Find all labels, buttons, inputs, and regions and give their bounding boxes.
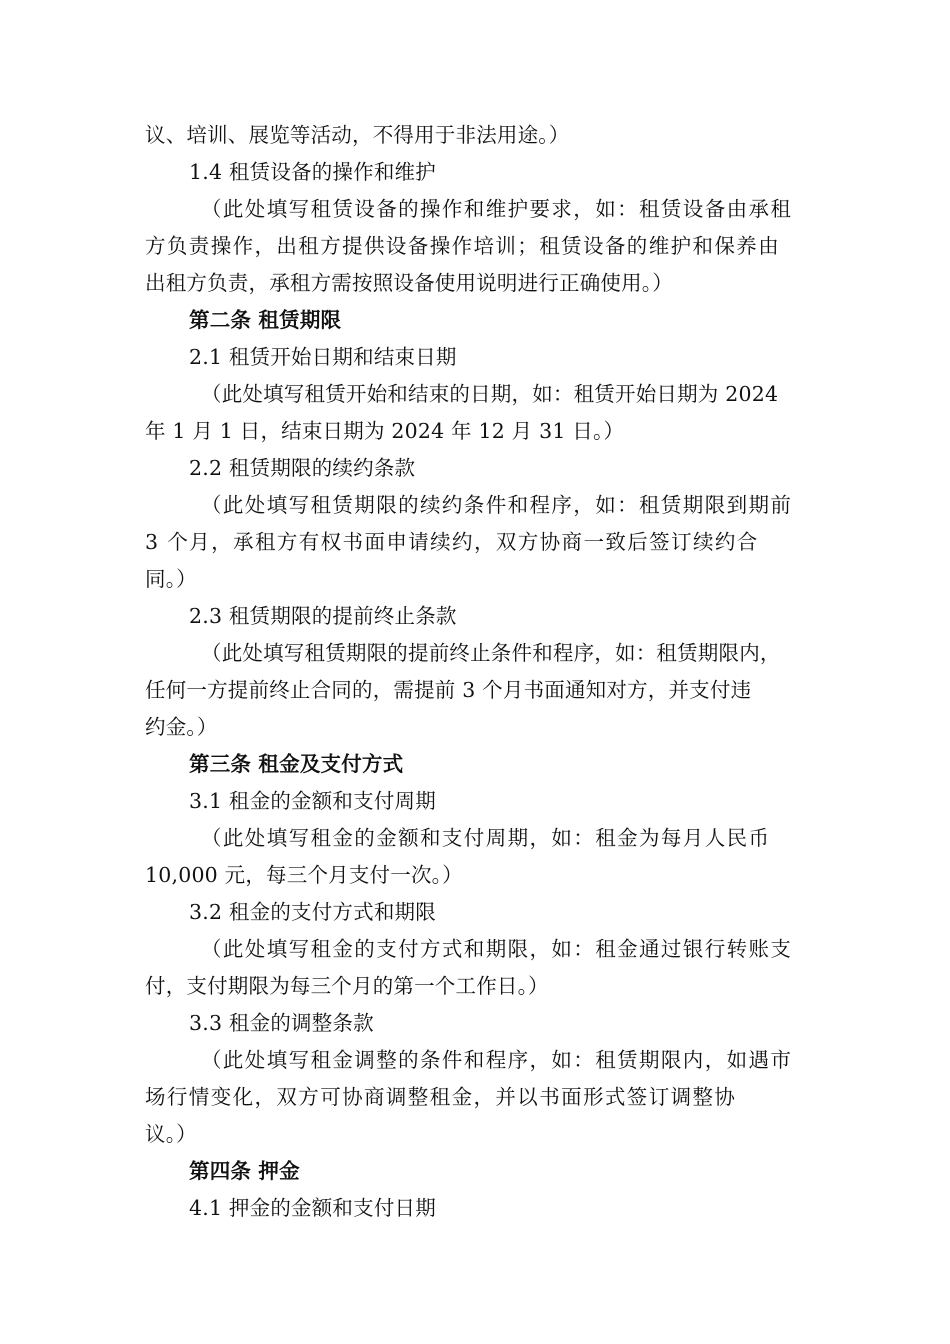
subsection-heading: 3.1 租金的金额和支付周期: [189, 789, 436, 813]
subsection-heading: 1.4 租赁设备的操作和维护: [189, 160, 436, 184]
paragraph-line: 付，支付期限为每三个月的第一个工作日。）: [145, 974, 549, 998]
article-heading: 第四条 押金: [189, 1159, 300, 1183]
subsection-heading: 3.2 租金的支付方式和期限: [189, 900, 436, 924]
article-heading: 第三条 租金及支付方式: [189, 752, 404, 776]
paragraph-line: （此处填写租赁设备的操作和维护要求，如：租赁设备由承租: [201, 197, 793, 221]
paragraph-line: 同。）: [145, 567, 197, 591]
subsection-heading: 4.1 押金的金额和支付日期: [189, 1196, 436, 1220]
paragraph-line: 任何一方提前终止合同的，需提前 3 个月书面通知对方，并支付违: [145, 678, 752, 702]
subsection-heading: 2.2 租赁期限的续约条款: [189, 456, 416, 480]
paragraph-line: （此处填写租赁期限的提前终止条件和程序，如：租赁期限内，: [201, 641, 781, 665]
paragraph-line: 10,000 元，每三个月支付一次。）: [145, 863, 463, 887]
document-body: [145, 117, 810, 1227]
subsection-heading: 2.1 租赁开始日期和结束日期: [189, 345, 457, 369]
paragraph-line: 方负责操作，出租方提供设备操作培训；租赁设备的维护和保养由: [145, 234, 781, 258]
paragraph-line: （此处填写租金的支付方式和期限，如：租金通过银行转账支: [201, 937, 793, 961]
paragraph-line: 场行情变化，双方可协商调整租金，并以书面形式签订调整协: [145, 1085, 737, 1109]
paragraph-line: （此处填写租赁开始和结束的日期，如：租赁开始日期为 2024: [201, 382, 779, 406]
subsection-heading: 3.3 租金的调整条款: [189, 1011, 374, 1035]
paragraph-line: （此处填写租金调整的条件和程序，如：租赁期限内，如遇市: [201, 1048, 793, 1072]
paragraph-line: 3 个月，承租方有权书面申请续约，双方协商一致后签订续约合: [145, 530, 759, 554]
paragraph-line: 年 1 月 1 日，结束日期为 2024 年 12 月 31 日。）: [145, 419, 625, 443]
paragraph-line: （此处填写租赁期限的续约条件和程序，如：租赁期限到期前: [201, 493, 793, 517]
text-line: 议、培训、展览等活动，不得用于非法用途。）: [145, 123, 570, 147]
subsection-heading: 2.3 租赁期限的提前终止条款: [189, 604, 457, 628]
paragraph-line: 约金。）: [145, 715, 218, 739]
article-heading: 第二条 租赁期限: [189, 308, 342, 332]
paragraph-line: 出租方负责，承租方需按照设备使用说明进行正确使用。）: [145, 271, 673, 295]
paragraph-line: （此处填写租金的金额和支付周期，如：租金为每月人民币: [201, 826, 771, 850]
paragraph-line: 议。）: [145, 1122, 197, 1146]
